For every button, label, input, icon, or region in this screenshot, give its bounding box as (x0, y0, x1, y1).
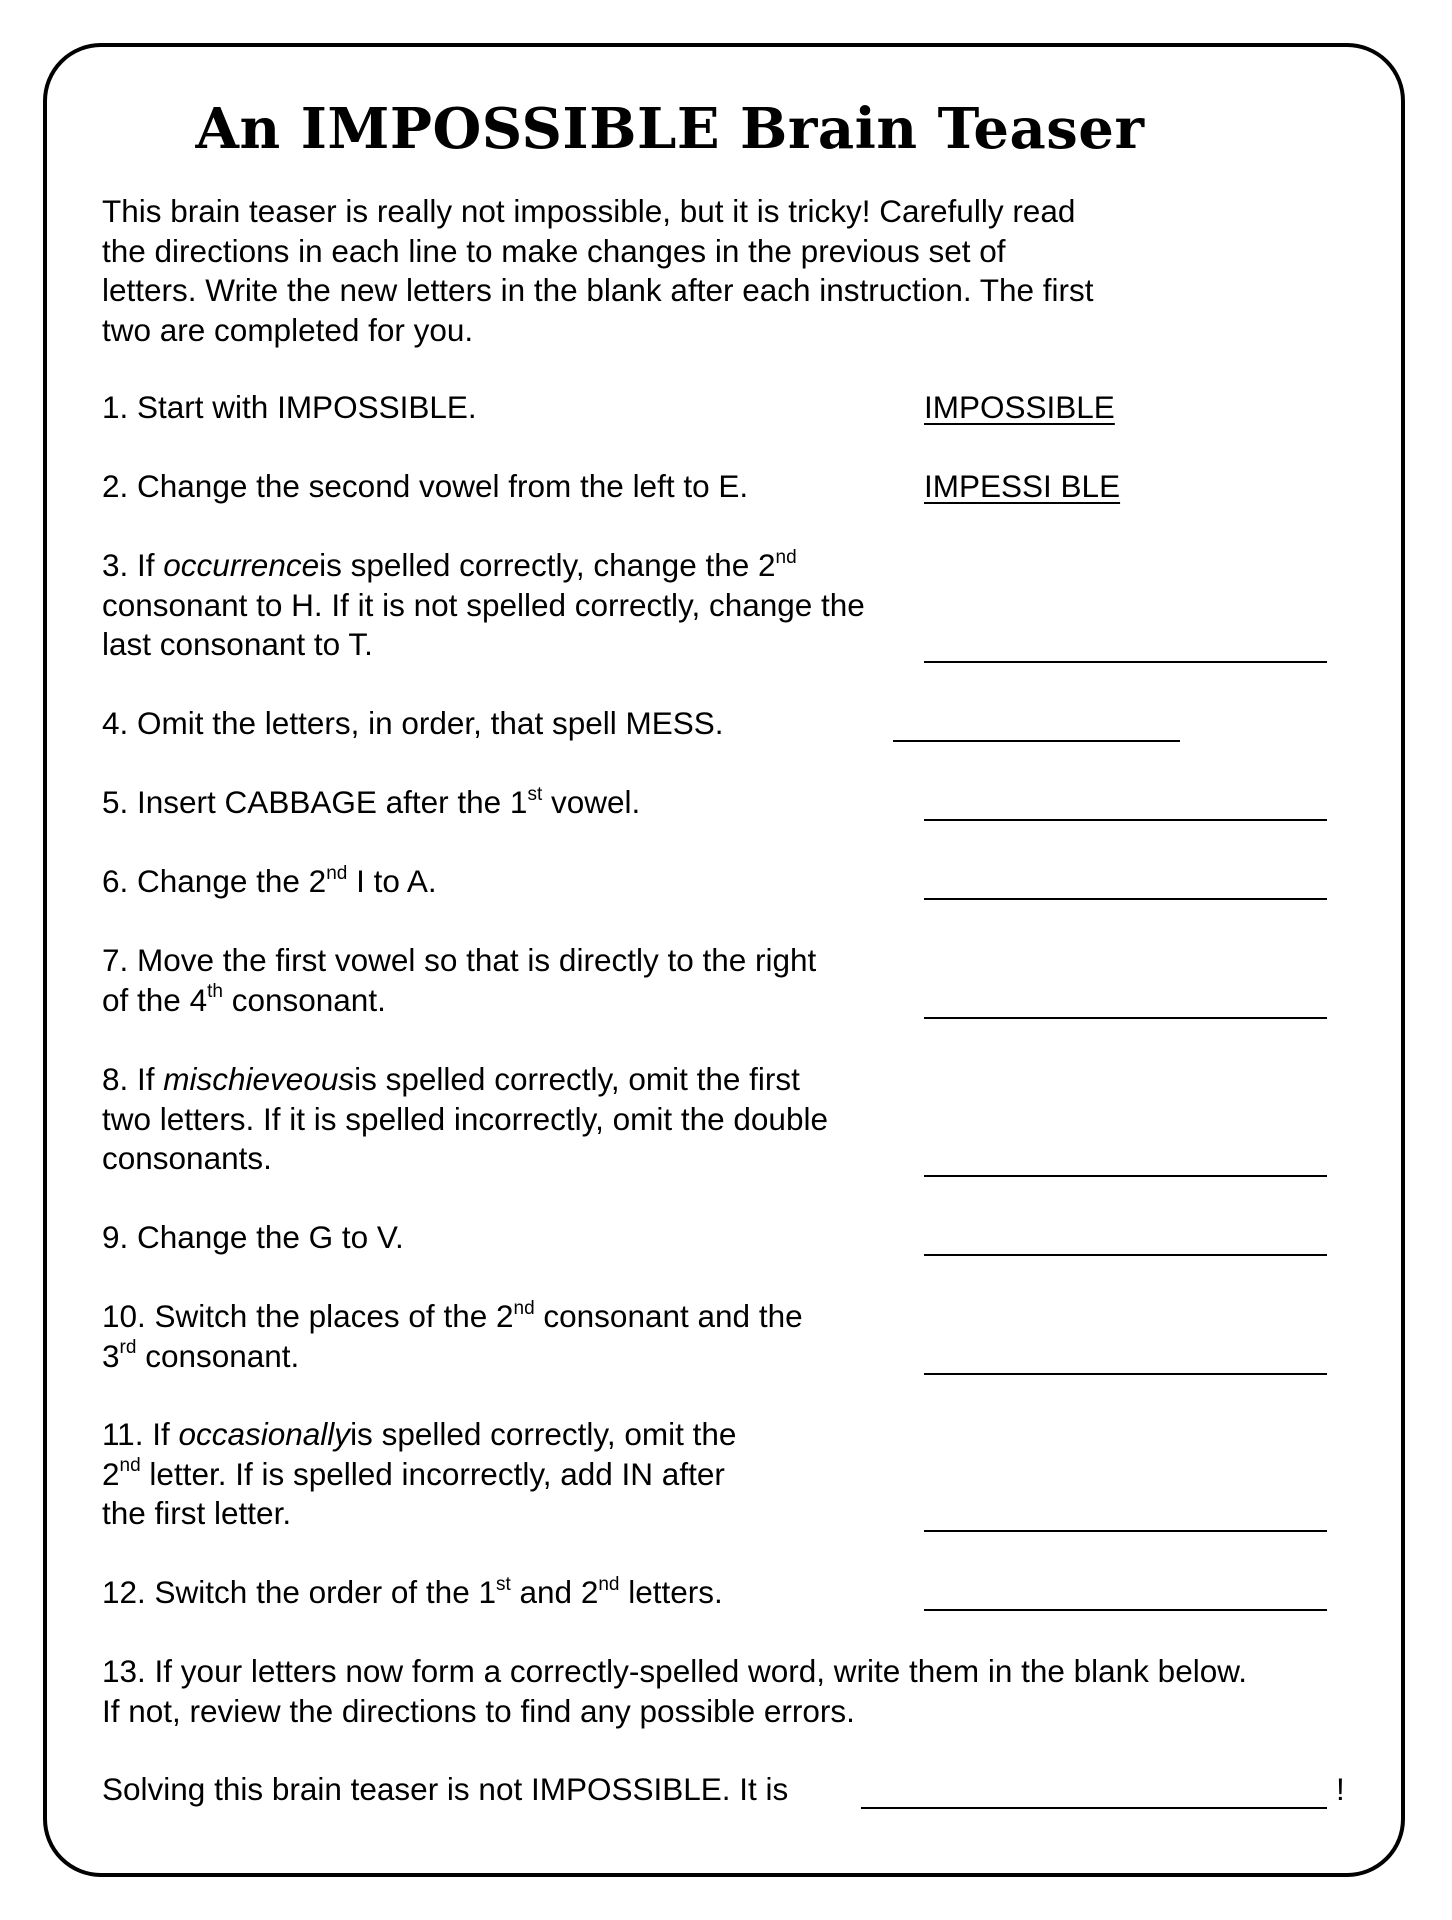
step-12-answer-blank[interactable] (924, 1609, 1327, 1611)
step-2: 2. Change the second vowel from the left to E. (102, 468, 749, 504)
intro-line: two are completed for you. (102, 311, 474, 348)
step-4-answer-blank[interactable] (893, 740, 1180, 742)
step-3: 3. If occurrenceis spelled correctly, change the 2nd consonant to H. If it is not spelled correctly, change the last consonant to T. (102, 546, 865, 662)
step-3-answer-blank[interactable] (924, 661, 1327, 663)
step-2-answer: IMPESSI BLE (924, 468, 1121, 504)
step-10: 10. Switch the places of the 2nd consonant and the 3rd consonant. (102, 1297, 803, 1374)
final-answer-blank[interactable] (861, 1807, 1327, 1809)
intro-line: letters. Write the new letters in the blank after each instruction. The first (102, 272, 1094, 308)
step-13: 13. If your letters now form a correctly-spelled word, write them in the blank below. If not, review the directions to find any possible errors. (102, 1653, 1247, 1729)
step-8-answer-blank[interactable] (924, 1175, 1327, 1177)
intro-line: the directions in each line to make changes in the previous set of (102, 232, 1006, 269)
final-exclamation: ! (1336, 1771, 1345, 1807)
step-10-answer-blank[interactable] (924, 1373, 1327, 1375)
step-12: 12. Switch the order of the 1st and 2nd letters. (102, 1573, 723, 1610)
step-11: 11. If occasionallyis spelled correctly, omit the 2nd letter. If is spelled incorrectly, add IN after the first letter. (102, 1416, 737, 1531)
step-1: 1. Start with IMPOSSIBLE. (102, 389, 477, 425)
final-statement: Solving this brain teaser is not IMPOSSIBLE. It is (102, 1771, 789, 1807)
step-1-answer: IMPOSSIBLE (924, 389, 1115, 425)
instructions-paragraph (102, 192, 1202, 350)
step-5-answer-blank[interactable] (924, 819, 1327, 821)
step-11-answer-blank[interactable] (924, 1530, 1327, 1532)
step-7-answer-blank[interactable] (924, 1017, 1327, 1019)
step-9: 9. Change the G to V. (102, 1219, 404, 1255)
word-occurrence: occurrence (163, 547, 320, 583)
step-7: 7. Move the first vowel so that is directly to the right of the 4th consonant. (102, 942, 817, 1018)
worksheet-title: An IMPOSSIBLE Brain Teaser (195, 96, 1145, 162)
step-4: 4. Omit the letters, in order, that spell MESS. (102, 705, 724, 741)
step-6: 6. Change the 2nd I to A. (102, 862, 437, 899)
word-occasionally: occasionally (178, 1416, 351, 1452)
step-6-answer-blank[interactable] (924, 898, 1327, 900)
word-mischieveous: mischieveous (163, 1061, 355, 1097)
step-5: 5. Insert CABBAGE after the 1st vowel. (102, 783, 641, 820)
intro-line: This brain teaser is really not impossible, but it is tricky! Carefully read (102, 193, 1076, 229)
step-9-answer-blank[interactable] (924, 1254, 1327, 1256)
step-8: 8. If mischieveousis spelled correctly, omit the first two letters. If it is spelled incorrectly, omit the double consonants. (102, 1061, 828, 1176)
